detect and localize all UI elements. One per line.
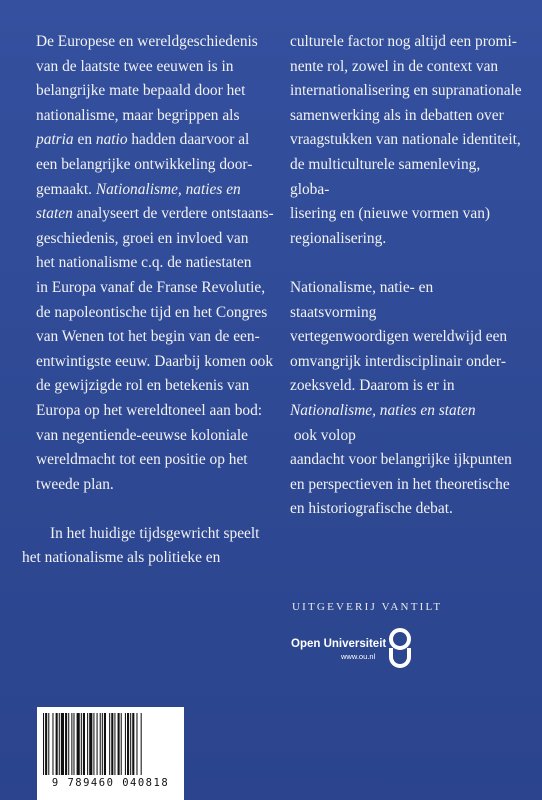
text-fragment: analyseert de verdere ontstaans- [72, 205, 274, 223]
right-paragraph-2 [290, 276, 522, 522]
text-line: zoeksveld. Daarom is er in [290, 377, 455, 395]
barcode-bar [45, 713, 47, 775]
text-line: lisering en (nieuwe vormen van) [290, 205, 491, 223]
barcode-bar [89, 713, 92, 775]
text-line: het nationalisme als politieke en [22, 549, 221, 567]
barcode-bar [104, 713, 106, 775]
text-line: van de laatste twee eeuwen is in [36, 57, 234, 75]
barcode-bar [81, 713, 82, 775]
text-line: omvangrijk interdisciplinair onder- [290, 352, 506, 370]
italic-term-natio: natio [95, 131, 128, 149]
italic-book-title: staten [36, 205, 73, 223]
left-column [22, 30, 274, 571]
text-line: de gewijzigde rol en betekenis van [36, 377, 250, 395]
italic-book-title: Nationalisme, naties en [95, 180, 241, 198]
barcode-bar [61, 713, 64, 775]
barcode-bar [102, 713, 103, 775]
text-line: wereldmacht tot een positie op het [36, 451, 248, 469]
barcode-bar [77, 713, 80, 775]
right-column [290, 30, 522, 522]
text-line: geschiedenis, groei en invloed van [36, 229, 249, 247]
text-line: nationalisme, maar begrippen als [36, 106, 240, 124]
text-line: de napoleontische tijd en het Congres [36, 303, 268, 321]
barcode-bar [93, 713, 94, 775]
text-line: nente rol, zowel in de context van [290, 57, 499, 75]
text-fragment: en [73, 131, 96, 149]
barcode-bar [65, 713, 67, 775]
ou-name: Open Universiteit [291, 638, 387, 650]
barcode-bar [100, 713, 101, 775]
paragraph-gap [36, 497, 274, 522]
ou-mark-icon [387, 628, 413, 668]
text-line: internationalisering en supranationale [290, 82, 522, 100]
text-line: De Europese en wereldgeschiedenis [36, 33, 258, 50]
barcode-bar [68, 713, 69, 775]
barcode-bar [111, 713, 113, 775]
text-line: regionalisering. [290, 229, 387, 247]
text-line: en perspectieven in het theoretische [290, 475, 510, 493]
barcode-bar [97, 713, 98, 775]
text-fragment: hadden daarvoor al [127, 131, 250, 149]
italic-book-title: Nationalisme, naties en staten [290, 401, 476, 419]
text-line: Nationalisme, natie- en staatsvorming [290, 278, 434, 321]
isbn-barcode [37, 707, 184, 800]
barcode-bar [48, 713, 49, 775]
right-paragraph-1 [290, 30, 522, 251]
barcode-bar [125, 713, 126, 775]
text-line: tweede plan. [36, 475, 114, 493]
barcode-bar [71, 713, 72, 775]
text-line: In het huidige tijdsgewricht speelt [50, 524, 260, 542]
italic-term-patria: patria [36, 131, 74, 149]
text-line: entwintigste eeuw. Daarbij komen ook [36, 352, 274, 370]
barcode-bar [118, 713, 120, 775]
barcode-bar [43, 713, 44, 775]
text-line: de multiculturele samenleving, globa- [290, 155, 481, 198]
text-line: in Europa vanaf de Franse Revolutie, [36, 278, 266, 296]
barcode-bars [43, 713, 178, 775]
barcode-digits: 9 789460 040818 [51, 777, 170, 789]
text-line: Europa op het wereldtoneel aan bod: [36, 401, 263, 419]
barcode-bar [121, 713, 122, 775]
barcode-bar [141, 713, 142, 775]
barcode-bar [132, 713, 134, 775]
barcode-bar [73, 713, 74, 775]
publisher-name: UITGEVERIJ VANTILT [292, 601, 443, 613]
text-line: van negentiende-eeuwse koloniale [36, 426, 248, 444]
barcode-bar [59, 713, 60, 775]
barcode-bar [109, 713, 110, 775]
left-paragraph-2 [22, 522, 274, 571]
paragraph-gap [290, 251, 522, 276]
text-line: vertegenwoordigen wereldwijd een [290, 328, 508, 346]
text-fragment: gemaakt. [36, 180, 96, 198]
text-line: een belangrijke ontwikkeling door- [36, 155, 253, 173]
barcode-bar [114, 713, 115, 775]
text-fragment: ook volop [290, 426, 356, 444]
barcode-bar [56, 713, 58, 775]
barcode-bar [52, 713, 53, 775]
text-line: aandacht voor belangrijke ijkpunten [290, 451, 512, 469]
barcode-bar [83, 713, 85, 775]
open-universiteit-logo [291, 628, 431, 670]
barcode-bar [127, 713, 129, 775]
left-paragraph-1 [36, 30, 274, 497]
text-line: samenwerking als in debatten over [290, 106, 504, 124]
barcode-bar [136, 713, 137, 775]
barcode-bar [87, 713, 88, 775]
barcode-bar [130, 713, 131, 775]
text-line: culturele factor nog altijd een promi- [290, 33, 517, 50]
text-line: van Wenen tot het begin van de een- [36, 328, 260, 346]
text-line: belangrijke mate bepaald door het [36, 82, 246, 100]
text-line: vraagstukken van nationale identiteit, [290, 131, 521, 149]
ou-url: www.ou.nl [341, 652, 376, 661]
text-line: het nationalisme c.q. de natiestaten [36, 254, 252, 272]
text-line: en historiografische debat. [290, 500, 453, 518]
